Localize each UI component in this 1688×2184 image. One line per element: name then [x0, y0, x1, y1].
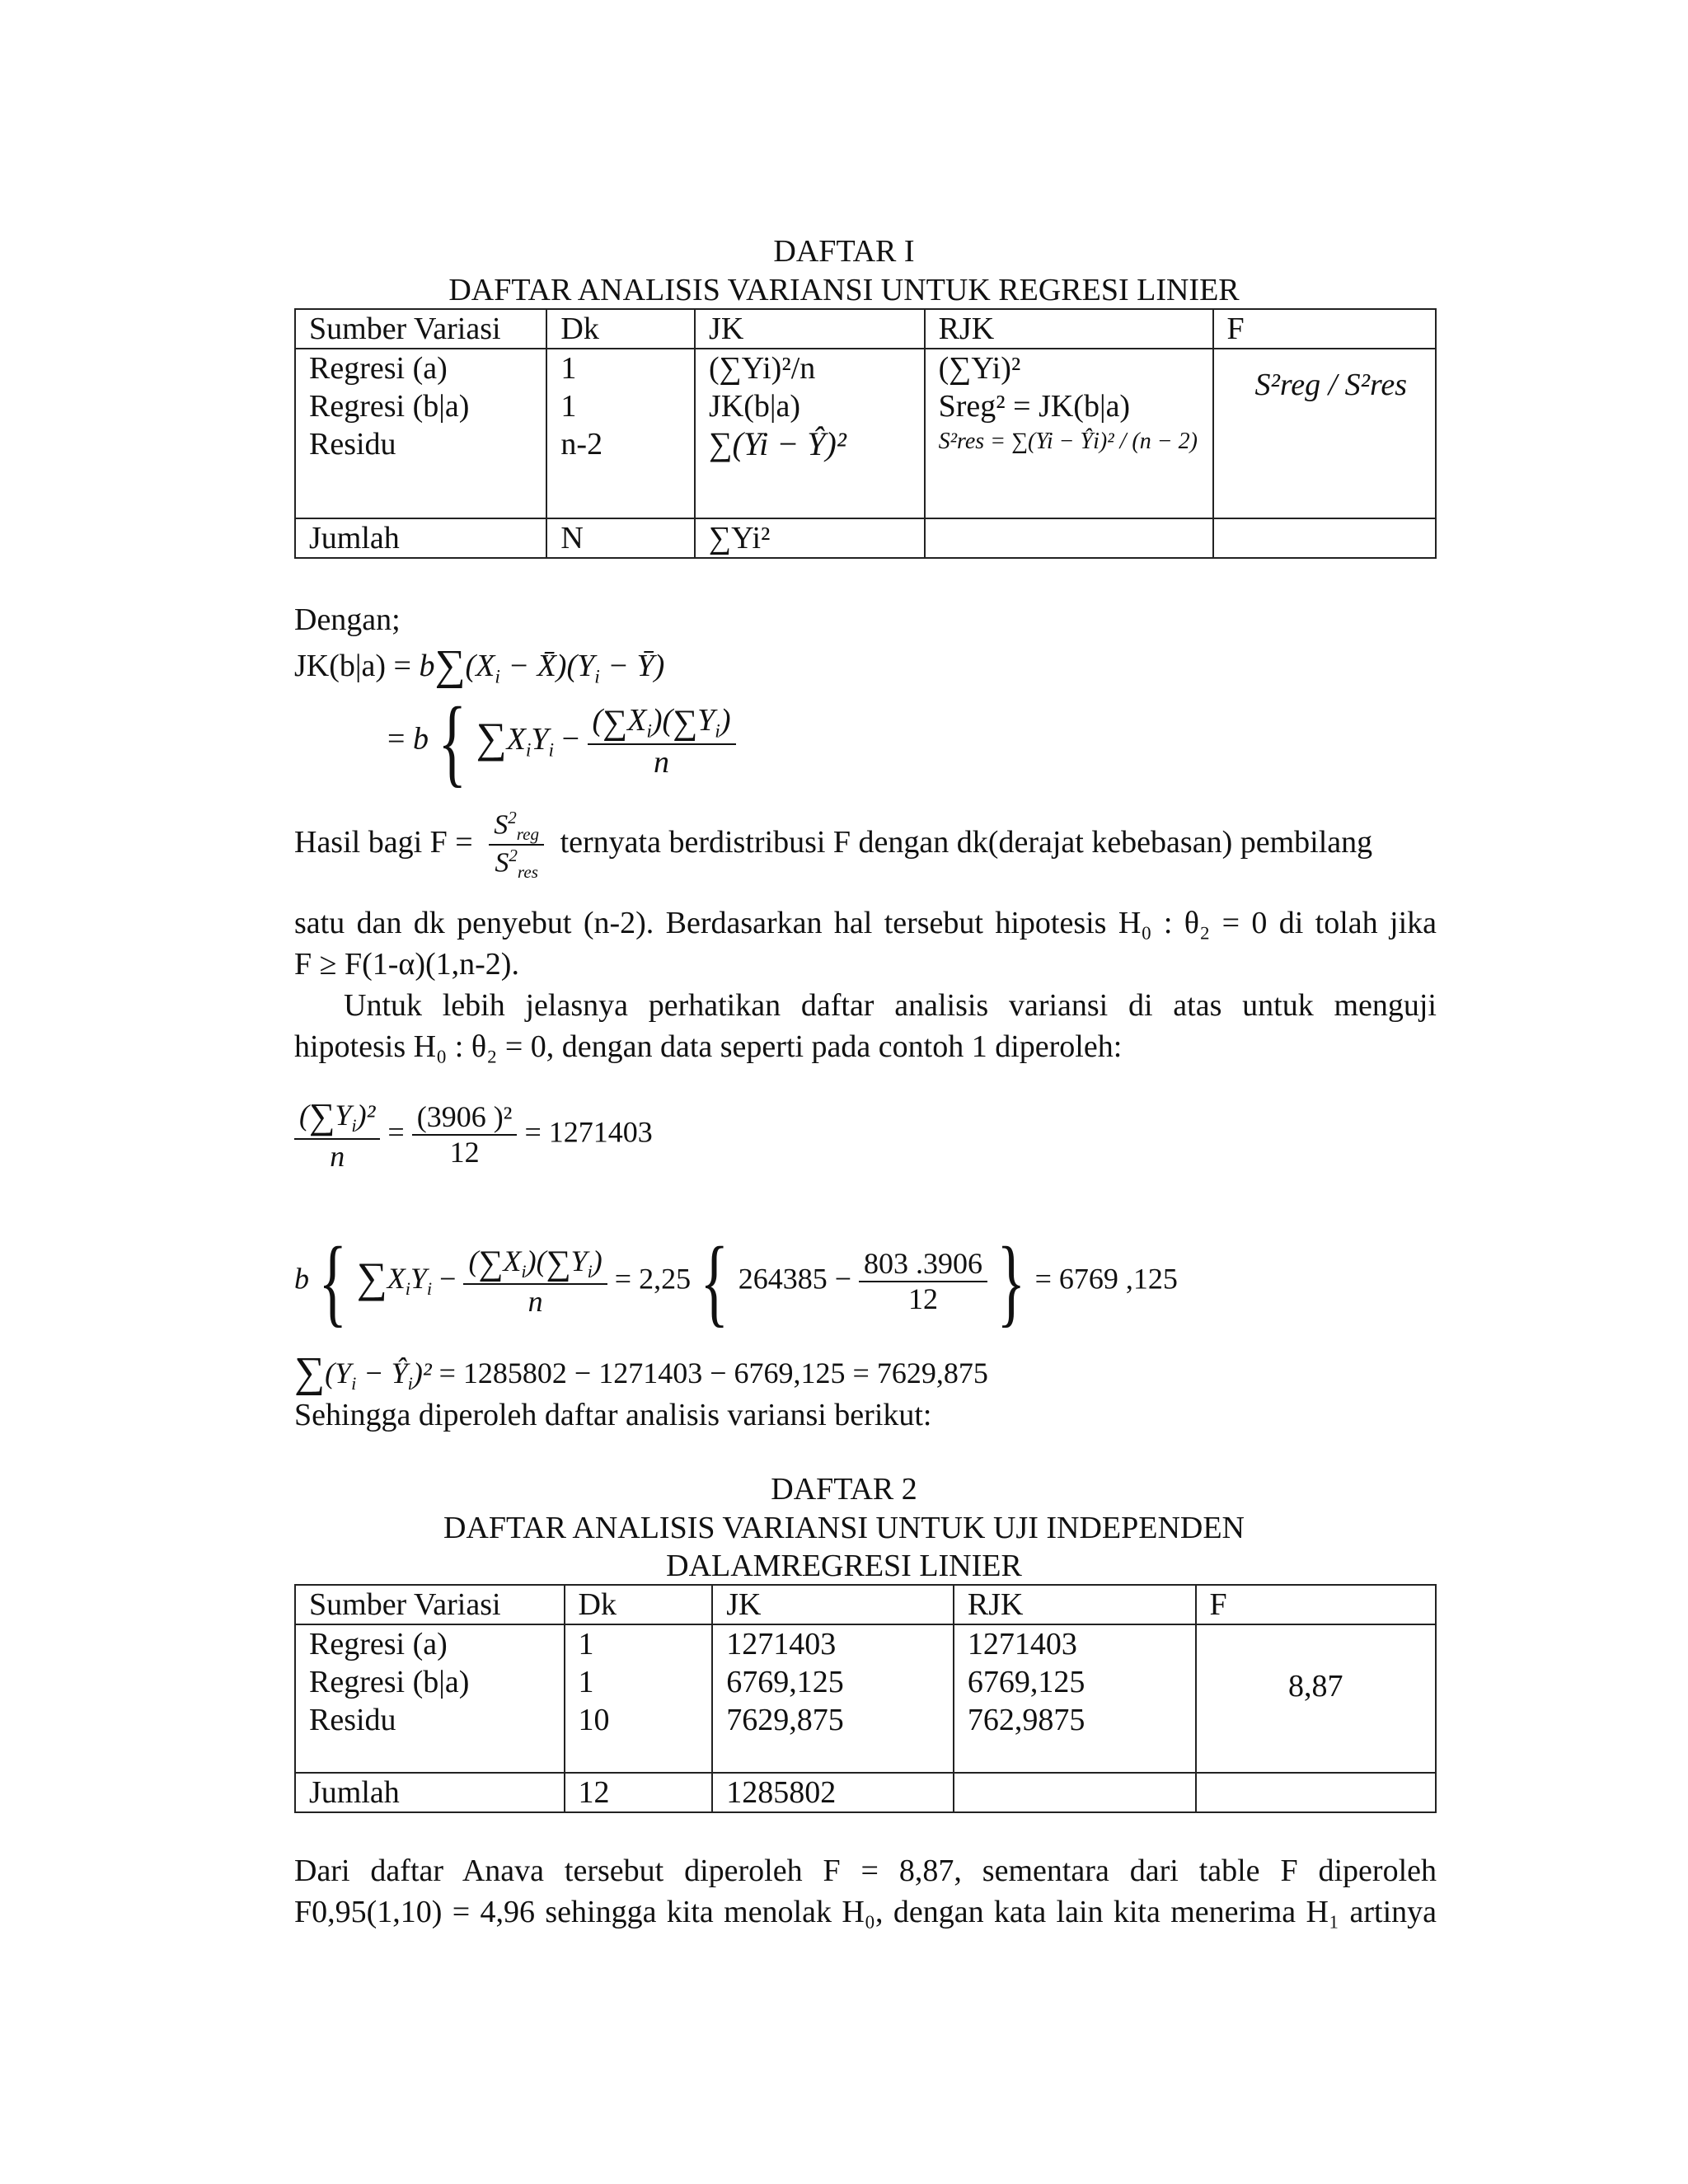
daftar2-title-1: DAFTAR ANALISIS VARIANSI UNTUK UJI INDEPENDEN [443, 1511, 1245, 1545]
calc-2: b{ $\sum X_iY_i$ − $\frac{(\sum X_i)(\sum Y_i)}{n}$ = 2,25{ 264385 − $\frac{803 .3906}{12}$ } = 6769 ,125 [294, 1226, 1178, 1336]
table-body-row [295, 349, 1436, 518]
closing-line: F0,95(1,10) = 4,96 sehingga kita menolak H₀, dengan kata lain kita menerima H₁ artinya [294, 1895, 1437, 1929]
daftar1-label: DAFTAR I [773, 234, 915, 269]
total-jk: 1285802 [712, 1773, 954, 1812]
calc1-num: (3906 )² [412, 1100, 518, 1136]
source-item: Regresi (b|a) [309, 1665, 470, 1699]
col-header: Dk [546, 309, 695, 349]
total-dk: N [546, 518, 695, 558]
col-header: Dk [565, 1585, 713, 1624]
closing-line: Dari daftar Anava tersebut diperoleh F = 8,87, sementara dari table F diperoleh [294, 1854, 1437, 1888]
calc2-val: 264385 [738, 1262, 828, 1296]
jk-formula-1: $JK(b|a) = b\sum(X_i$ − $X̄)(Y_i$ − Ȳ) [294, 642, 665, 689]
jk-item: ∑(Yi − Ŷ)² [709, 425, 846, 462]
f-formula: S²reg / S²res [1254, 368, 1408, 402]
daftar2-title-2: DALAMREGRESI LINIER [666, 1549, 1022, 1583]
total-label: Jumlah [295, 1773, 565, 1812]
paragraph-1 [294, 902, 1437, 1067]
para-line: satu dan dk penyebut (n-2). Berdasarkan hal tersebut hipotesis H₀ : θ₂ = 0 di tolah jika [294, 906, 1437, 940]
jk-item: JK(b|a) [709, 389, 801, 424]
calc3-result: = 1285802 − 1271403 − 6769,125 = 7629,875 [438, 1357, 988, 1390]
rjk-item: 1271403 [967, 1627, 1077, 1661]
calc1-den: 12 [449, 1136, 480, 1169]
rjk-item: 762,9875 [967, 1703, 1085, 1737]
table-header-row [295, 1585, 1436, 1624]
dk-item: n-2 [560, 427, 603, 462]
f-cell [1196, 1624, 1436, 1773]
total-label: Jumlah [295, 518, 546, 558]
col-header: RJK [925, 309, 1213, 349]
calc2-num: 803 .3906 [859, 1247, 987, 1282]
rjk-item: 6769,125 [967, 1665, 1085, 1699]
para-line: hipotesis H₀ : θ₂ = 0, dengan data seperti pada contoh 1 diperoleh: [294, 1029, 1123, 1064]
col-header: RJK [954, 1585, 1196, 1624]
col-header: Sumber Variasi [295, 309, 546, 349]
calc-3: $\sum(Y_i$ − $Ŷ_i)^2 = 1285802 - 1271403 - 6769,125 = 7629,875$ [294, 1349, 988, 1396]
f-cell [1213, 349, 1436, 518]
dk-cell [546, 349, 695, 518]
source-item: Regresi (a) [309, 351, 448, 386]
rjk-item: Sreg² = JK(b|a) [938, 389, 1131, 424]
para-line: Untuk lebih jelasnya perhatikan daftar analisis variansi di atas untuk menguji [344, 988, 1437, 1023]
rjk-cell [925, 349, 1213, 518]
col-header: JK [712, 1585, 954, 1624]
sources-cell [295, 349, 546, 518]
source-item: Residu [309, 1703, 396, 1737]
dk-item: 10 [578, 1703, 610, 1737]
f-value: 8,87 [1288, 1669, 1343, 1704]
table-header-row [295, 309, 1436, 349]
source-item: Residu [309, 427, 396, 462]
col-header: Sumber Variasi [295, 1585, 565, 1624]
rjk-item: (∑Yi)² [938, 351, 1021, 386]
dengan-text: Dengan; [294, 602, 401, 637]
calc2-mid: = 2,25 [614, 1262, 692, 1296]
col-header: F [1213, 309, 1436, 349]
hasil-prefix: Hasil bagi F = [294, 825, 473, 860]
jk-item: 6769,125 [726, 1665, 844, 1699]
rjk-item: S²res = ∑(Yi − Ŷi)² / (n − 2) [938, 429, 1198, 454]
rjk-cell [954, 1624, 1196, 1773]
jk-lhs: JK(b|a) = [294, 649, 411, 683]
daftar2-label: DAFTAR 2 [771, 1472, 917, 1507]
total-dk: 12 [565, 1773, 713, 1812]
jk-item: (∑Yi)²/n [709, 351, 816, 386]
calc2-den: 12 [908, 1282, 938, 1315]
col-header: F [1196, 1585, 1436, 1624]
calc2-result: = 6769 ,125 [1034, 1262, 1178, 1296]
dk-item: 1 [578, 1665, 594, 1699]
jk-formula-2: = b{ $\sum X_iY_i$ − $\frac{(\sum X_i)(\sum Y_i)}{n}$ [387, 692, 736, 791]
source-item: Regresi (b|a) [309, 389, 470, 424]
col-header: JK [695, 309, 925, 349]
jk-item: 1271403 [726, 1627, 837, 1661]
table-total-row [295, 1773, 1436, 1812]
hasil-line: Hasil bagi F = $\frac{S^2_{reg}}{S^2_{res}}$ ternyata berdistribusi F dengan dk(derajat kebebasan) pembilang [294, 808, 1373, 883]
dk-item: 1 [578, 1627, 594, 1661]
jk-item: 7629,875 [726, 1703, 844, 1737]
closing-paragraph [294, 1850, 1437, 1933]
para-line: F ≥ F(1-α)(1,n-2). [294, 947, 519, 982]
dk-item: 1 [560, 351, 577, 386]
source-item: Regresi (a) [309, 1627, 448, 1661]
hasil-suffix: ternyata berdistribusi F dengan dk(derajat kebebasan) pembilang [560, 825, 1373, 860]
total-jk: ∑Yi² [695, 518, 925, 558]
jk-cell [695, 349, 925, 518]
dk-cell [565, 1624, 713, 1773]
daftar1-table [294, 308, 1437, 559]
dk-item: 1 [560, 389, 577, 424]
calc1-result: = 1271403 [524, 1115, 653, 1149]
table-total-row [295, 518, 1436, 558]
calc-1: $\frac{(\sum Y_i)^2}{n}$ = $\frac{\text{(3906 )²}}{12}$ = 1271403 [294, 1096, 653, 1174]
sources-cell [295, 1624, 565, 1773]
conclusion-text: Sehingga diperoleh daftar analisis variansi berikut: [294, 1398, 932, 1432]
daftar1-title: DAFTAR ANALISIS VARIANSI UNTUK REGRESI LINIER [448, 273, 1240, 307]
jk-cell [712, 1624, 954, 1773]
table-body-row [295, 1624, 1436, 1773]
daftar2-table [294, 1584, 1437, 1813]
